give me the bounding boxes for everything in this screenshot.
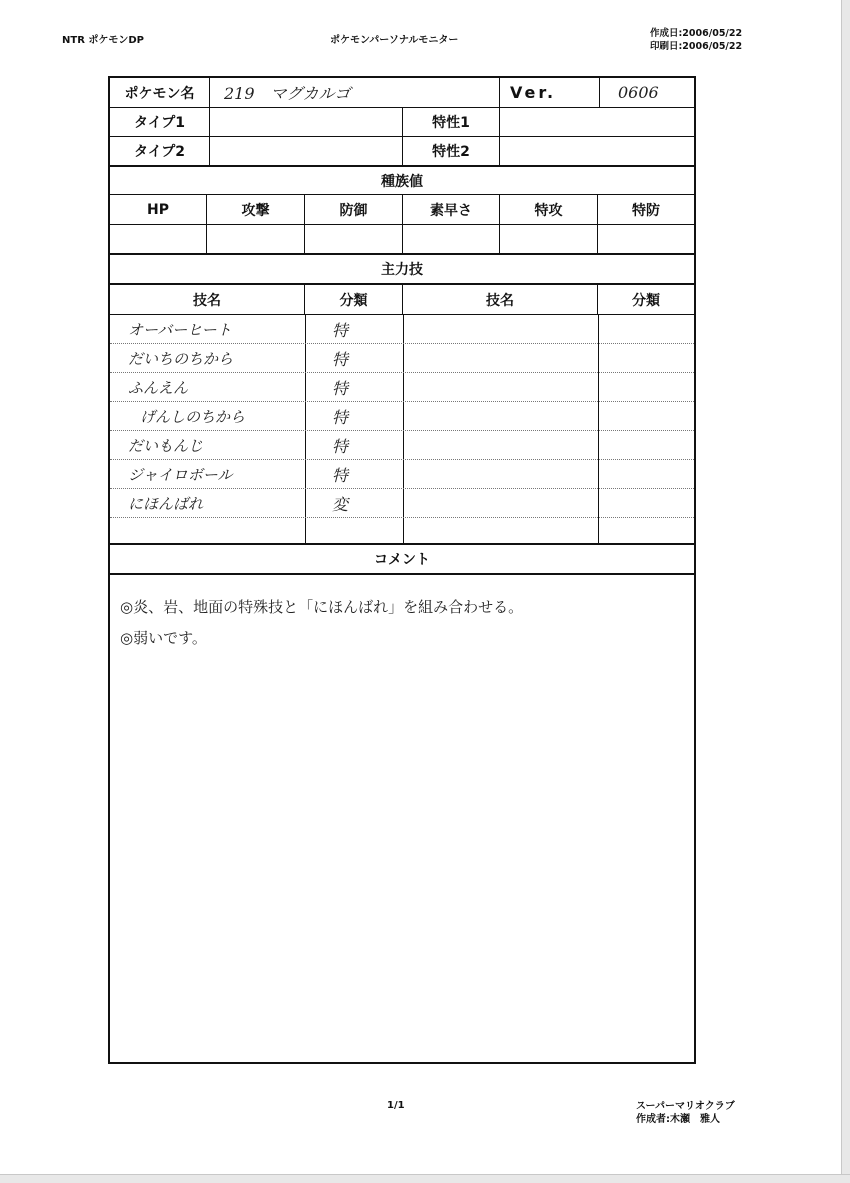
comment-label: コメント xyxy=(374,552,430,568)
type1-value xyxy=(210,108,403,136)
move-category: 特 xyxy=(332,466,349,485)
move-row xyxy=(110,315,694,344)
author-name: 作成者:木瀬 雅人 xyxy=(636,1114,720,1125)
type1-label: タイプ1 xyxy=(133,115,186,131)
header-dates xyxy=(650,27,742,53)
move-row xyxy=(110,518,694,545)
stat-values-row xyxy=(110,225,694,255)
main-moves-label: 主力技 xyxy=(381,262,423,278)
type2-label: タイプ2 xyxy=(133,144,186,160)
ability2-value xyxy=(500,137,694,165)
stat-attack: 攻撃 xyxy=(241,202,270,219)
move-name: だいちのちから xyxy=(128,350,234,368)
stat-defense: 防御 xyxy=(339,202,368,219)
comment-line: ◎炎、岩、地面の特殊技と「にほんばれ」を組み合わせる。 xyxy=(120,598,524,616)
ver-label: Ver. xyxy=(510,83,557,102)
move-name: ジャイロボール xyxy=(128,466,233,484)
move-name: げんしのちから xyxy=(140,408,246,426)
move-name: にほんばれ xyxy=(128,495,204,513)
move-row xyxy=(110,460,694,489)
header-title: ポケモンパーソナルモニター xyxy=(330,35,459,46)
move-headers-row xyxy=(110,285,694,315)
comment-line: ◎弱いです。 xyxy=(120,629,207,647)
created-date: 作成日:2006/05/22 xyxy=(650,28,743,39)
page-edge xyxy=(841,0,850,1183)
move-name: オーバーヒート xyxy=(128,321,232,339)
type2-row xyxy=(110,137,694,167)
move-name: だいもんじ xyxy=(128,437,204,455)
move-cat-header-2: 分類 xyxy=(632,292,660,309)
move-row xyxy=(110,431,694,460)
club-name: スーパーマリオクラブ xyxy=(636,1101,735,1112)
move-category: 特 xyxy=(332,321,349,340)
move-row xyxy=(110,489,694,518)
stat-sp-attack: 特攻 xyxy=(534,202,563,219)
move-category: 特 xyxy=(332,350,349,369)
move-row xyxy=(110,344,694,373)
stat-headers-row xyxy=(110,195,694,225)
base-stats-header-row xyxy=(110,167,694,195)
move-category: 特 xyxy=(332,379,349,398)
move-name: ふんえん xyxy=(128,379,189,397)
move-name-header: 技名 xyxy=(193,292,221,309)
name-label: ポケモン名 xyxy=(124,85,195,102)
ability2-label: 特性2 xyxy=(432,144,470,160)
comment-header-row xyxy=(110,545,694,575)
header-product: NTR ポケモンDP xyxy=(62,35,145,46)
type1-row xyxy=(110,108,694,137)
pokemon-name-value: 219 マグカルゴ xyxy=(224,84,351,103)
page-edge-bottom xyxy=(0,1174,850,1183)
main-moves-header-row xyxy=(110,255,694,285)
move-name-header-2: 技名 xyxy=(486,292,514,309)
monitor-sheet xyxy=(108,76,696,1064)
stat-sp-defense: 特防 xyxy=(632,202,660,219)
page-number: 1/1 xyxy=(387,1100,405,1111)
printed-date: 印刷日:2006/05/22 xyxy=(650,41,743,52)
name-row xyxy=(110,78,694,108)
move-category: 変 xyxy=(332,495,349,514)
ability1-value xyxy=(500,108,694,136)
ability1-label: 特性1 xyxy=(432,115,470,131)
move-row xyxy=(110,402,694,431)
type2-value xyxy=(210,137,403,165)
move-cat-header: 分類 xyxy=(339,292,368,309)
base-stats-label: 種族値 xyxy=(381,173,423,190)
move-category: 特 xyxy=(332,408,349,427)
footer-credits xyxy=(636,1100,735,1126)
ver-value: 0606 xyxy=(618,83,659,102)
stat-hp: HP xyxy=(147,201,169,218)
move-row xyxy=(110,373,694,402)
stat-speed: 素早さ xyxy=(430,202,472,219)
move-category: 特 xyxy=(332,437,349,456)
